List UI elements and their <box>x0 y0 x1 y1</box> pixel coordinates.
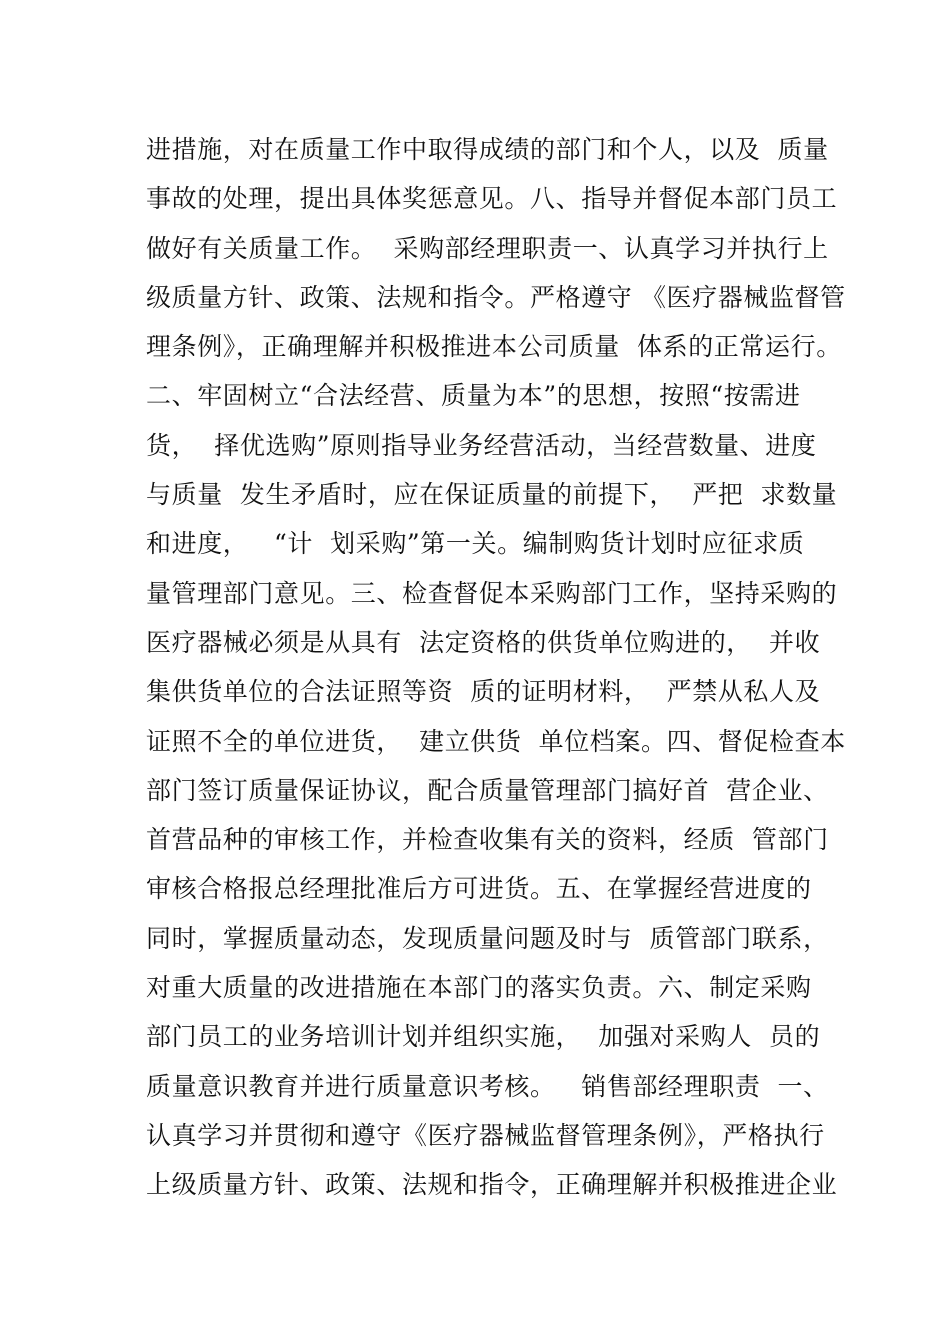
text-line: 上级质量方针、政策、法规和指令，正确理解并积极推进企业 <box>146 1170 838 1200</box>
text-line: 集供货单位的合法证照等资 质的证明材料， 严禁从私人及 <box>146 677 821 707</box>
text-line: 部门签订质量保证协议，配合质量管理部门搞好首 营企业、 <box>146 775 829 805</box>
text-line: 首营品种的审核工作，并检查收集有关的资料，经质 管部门 <box>146 825 829 855</box>
text-line: 事故的处理，提出具体奖惩意见。八、指导并督促本部门员工 <box>146 184 838 214</box>
text-line: 对重大质量的改进措施在本部门的落实负责。六、制定采购 <box>146 973 812 1003</box>
text-line: 理条例》，正确理解并积极推进本公司质量 体系的正常运行。 <box>146 332 842 362</box>
text-line: 认真学习并贯彻和遵守《医疗器械监督管理条例》，严格执行 <box>146 1120 825 1150</box>
text-line: 进措施，对在质量工作中取得成绩的部门和个人，以及 质量 <box>146 135 829 164</box>
text-line: 部门员工的业务培训计划并组织实施， 加强对采购人 员的 <box>146 1022 821 1052</box>
text-line: 医疗器械必须是从具有 法定资格的供货单位购进的， 并收 <box>146 627 821 657</box>
text-line: 证照不全的单位进货， 建立供货 单位档案。四、督促检查本 <box>146 726 846 756</box>
text-line: 货， 择优选购”原则指导业务经营活动，当经营数量、进度 <box>146 430 817 460</box>
body-text <box>146 125 846 1210</box>
text-line: 做好有关质量工作。 采购部经理职责一、认真学习并执行上 <box>146 233 829 263</box>
text-line: 二、牢固树立“合法经营、质量为本”的思想，按照“按需进 <box>146 381 801 411</box>
text-line: 审核合格报总经理批准后方可进货。五、在掌握经营进度的 <box>146 874 812 904</box>
text-line: 和进度， “计 划采购”第一关。编制购货计划时应征求质 <box>146 529 805 559</box>
text-line: 级质量方针、政策、法规和指令。严格遵守 《医疗器械监督管 <box>146 282 846 312</box>
text-line: 同时，掌握质量动态，发现质量问题及时与 质管部门联系， <box>146 923 829 953</box>
text-line: 质量意识教育并进行质量意识考核。 销售部经理职责 一、 <box>146 1071 829 1101</box>
text-line: 与质量 发生矛盾时，应在保证质量的前提下， 严把 求数量 <box>146 480 838 510</box>
text-line: 量管理部门意见。三、检查督促本采购部门工作，坚持采购的 <box>146 578 838 608</box>
